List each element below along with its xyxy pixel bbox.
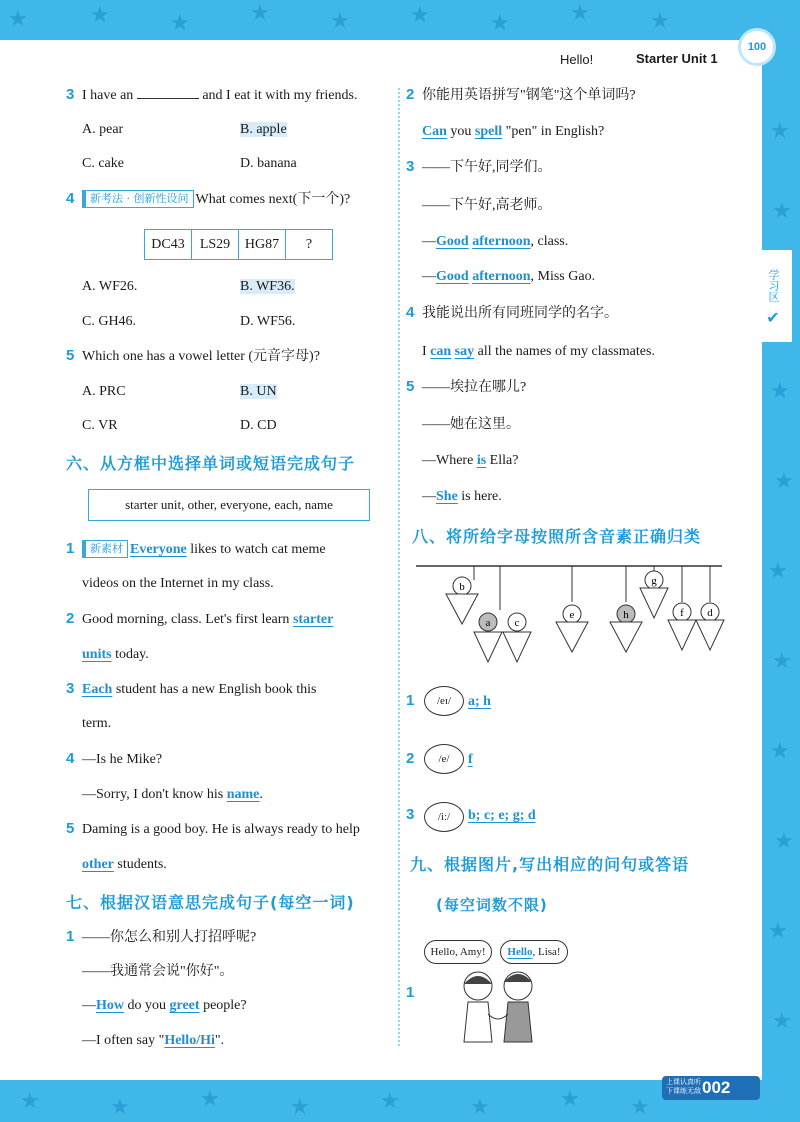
question-text: ——下午好,高老师。 xyxy=(422,198,552,213)
question-text: other students. xyxy=(82,857,167,872)
question-text: term. xyxy=(82,716,112,731)
answer: is xyxy=(476,453,487,468)
answer: afternoon xyxy=(472,269,531,284)
letter-b: b xyxy=(459,581,465,593)
question-number: 5 xyxy=(406,378,415,395)
question-text: —I often say "Hello/Hi". xyxy=(82,1033,225,1048)
question-number: 2 xyxy=(406,750,415,767)
check-icon: ✔ xyxy=(766,308,780,327)
question-number: 4 xyxy=(66,190,75,207)
page-badge xyxy=(662,1076,760,1100)
question-number: 2 xyxy=(406,86,415,103)
question-number: 2 xyxy=(66,610,75,627)
question-number: 3 xyxy=(66,680,75,697)
question-number: 1 xyxy=(66,540,75,557)
answer-row xyxy=(468,806,536,826)
question-text: ——你怎么和别人打招呼呢? xyxy=(82,930,257,945)
question-number: 3 xyxy=(406,158,415,175)
question-text: Can you spell "pen" in English? xyxy=(422,124,605,139)
section-subtitle-9: (每空词数不限) xyxy=(436,896,548,914)
answer: can xyxy=(430,344,452,359)
question-text: Which one has a vowel letter (元音字母)? xyxy=(82,349,320,364)
answer: Good xyxy=(436,269,469,284)
letter-a: a xyxy=(485,617,491,629)
option-correct[interactable]: B. UN xyxy=(240,384,277,399)
new-format-tag: 新考法 · 创新性设问 xyxy=(82,190,194,208)
cone-b xyxy=(446,566,478,624)
answer: b; c; e; g; d xyxy=(468,808,536,823)
column-divider xyxy=(398,88,400,1046)
answer: starter xyxy=(292,612,334,627)
question-text: —Good afternoon, Miss Gao. xyxy=(422,269,596,284)
question-number: 4 xyxy=(66,750,75,767)
question-text: ——下午好,同学们。 xyxy=(422,160,552,175)
cone-e xyxy=(556,566,588,652)
answer: Hello xyxy=(507,946,533,958)
answer: name xyxy=(226,787,260,802)
option[interactable]: C. cake xyxy=(82,156,124,171)
speech-bubble: Hello, Amy! xyxy=(424,940,492,964)
table-cell: DC43 xyxy=(145,230,192,260)
letter-f: f xyxy=(680,607,684,619)
answer: say xyxy=(454,344,475,359)
option-correct[interactable]: B. apple xyxy=(240,122,287,137)
option-correct[interactable]: B. WF36. xyxy=(240,279,295,294)
question-text: —Good afternoon, class. xyxy=(422,234,569,249)
phoneme-oval: /e/ xyxy=(424,744,464,774)
option[interactable]: D. banana xyxy=(240,156,297,171)
answer: spell xyxy=(474,124,503,139)
question-text: —She is here. xyxy=(422,489,502,504)
answer: greet xyxy=(169,998,200,1013)
question-number: 5 xyxy=(66,820,75,837)
cone-h xyxy=(610,566,642,652)
answer-row xyxy=(468,692,491,712)
question-number: 1 xyxy=(406,692,415,709)
question-text: 我能说出所有同班同学的名字。 xyxy=(422,306,618,321)
study-zone-label: 学习区 xyxy=(767,268,780,302)
question-number: 3 xyxy=(406,806,415,823)
question-text: Each student has a new English book this xyxy=(82,682,317,697)
answer: Each xyxy=(82,682,113,697)
word-box: starter unit, other, everyone, each, name xyxy=(88,489,370,521)
letter-d: d xyxy=(707,607,713,619)
phoneme-oval: /iː/ xyxy=(424,802,464,832)
section-title-6: 六、从方框中选择单词或短语完成句子 xyxy=(66,454,356,473)
question-text: 新考法 · 创新性设问 What comes next(下一个)? xyxy=(82,190,350,210)
option[interactable]: C. VR xyxy=(82,418,118,433)
ice-cream-mobile xyxy=(412,560,728,670)
answer-blank xyxy=(137,98,199,99)
option[interactable]: D. CD xyxy=(240,418,277,433)
question-number: 3 xyxy=(66,86,75,103)
brand-logo: 100 xyxy=(738,28,776,66)
answer-row xyxy=(468,750,473,770)
answer: f xyxy=(468,752,473,767)
question-text: Good morning, class. Let's first learn starter xyxy=(82,612,334,627)
option[interactable]: A. PRC xyxy=(82,384,126,399)
question-number: 5 xyxy=(66,347,75,364)
page-header xyxy=(0,44,762,74)
table-cell: ? xyxy=(286,230,333,260)
new-material-tag: 新素材 xyxy=(82,540,128,558)
table-cell: HG87 xyxy=(239,230,286,260)
option[interactable]: A. pear xyxy=(82,122,124,137)
option[interactable]: C. GH46. xyxy=(82,314,137,329)
question-text: videos on the Internet in my class. xyxy=(82,576,274,591)
question-text: Daming is a good boy. He is always ready to help xyxy=(82,822,360,837)
question-number: 1 xyxy=(406,984,415,1001)
letter-g: g xyxy=(651,575,657,587)
question-text: —How do you greet people? xyxy=(82,998,247,1013)
letter-h: h xyxy=(623,609,629,621)
question-text: 新素材 Everyone likes to watch cat meme xyxy=(82,540,326,560)
cone-a-c xyxy=(474,566,531,662)
phoneme-oval: /eɪ/ xyxy=(424,686,464,716)
question-text: —Sorry, I don't know his name. xyxy=(82,787,263,802)
question-text: ——她在这里。 xyxy=(422,417,520,432)
answer: units xyxy=(82,647,112,662)
answer: Good xyxy=(436,234,469,249)
footer-tagline: 上课认真听 下课练无敌 xyxy=(666,1078,701,1095)
page-number: 002 xyxy=(702,1078,731,1097)
speech-bubble-answer: Hello, Lisa! xyxy=(500,940,568,964)
answer: She xyxy=(436,489,458,504)
option[interactable]: A. WF26. xyxy=(82,279,138,294)
sequence-table xyxy=(144,229,333,260)
option[interactable]: D. WF56. xyxy=(240,314,296,329)
study-zone-tab[interactable] xyxy=(754,250,792,342)
cone-f xyxy=(668,566,696,650)
answer: Hello/Hi xyxy=(164,1033,215,1048)
question-text: —Is he Mike? xyxy=(82,752,163,767)
header-unit: Starter Unit 1 xyxy=(636,51,718,66)
question-number: 4 xyxy=(406,304,415,321)
section-title-9: 九、根据图片,写出相应的问句或答语 xyxy=(410,855,690,874)
answer: afternoon xyxy=(472,234,531,249)
question-text: I have an and I eat it with my friends. xyxy=(82,88,358,103)
cone-g xyxy=(640,566,668,618)
answer: a; h xyxy=(468,694,491,709)
question-text: units today. xyxy=(82,647,149,662)
question-text: ——我通常会说"你好"。 xyxy=(82,964,234,979)
answer: How xyxy=(96,998,124,1013)
two-girls-illustration xyxy=(448,966,548,1048)
answer: Everyone xyxy=(130,542,187,557)
question-number: 1 xyxy=(66,928,75,945)
table-cell: LS29 xyxy=(192,230,239,260)
letter-e: e xyxy=(569,609,575,621)
letter-c: c xyxy=(514,617,520,629)
section-title-7: 七、根据汉语意思完成句子(每空一词) xyxy=(66,893,355,912)
answer: Can xyxy=(422,124,447,139)
answer: other xyxy=(82,857,114,872)
question-text: 你能用英语拼写"钢笔"这个单词吗? xyxy=(422,88,636,103)
cone-d xyxy=(696,566,724,650)
question-text: ——埃拉在哪儿? xyxy=(422,380,527,395)
section-title-8: 八、将所给字母按照所含音素正确归类 xyxy=(412,527,702,546)
header-hello: Hello! xyxy=(560,52,594,67)
question-text: —Where is Ella? xyxy=(422,453,519,468)
question-text: I can say all the names of my classmates. xyxy=(422,344,655,359)
